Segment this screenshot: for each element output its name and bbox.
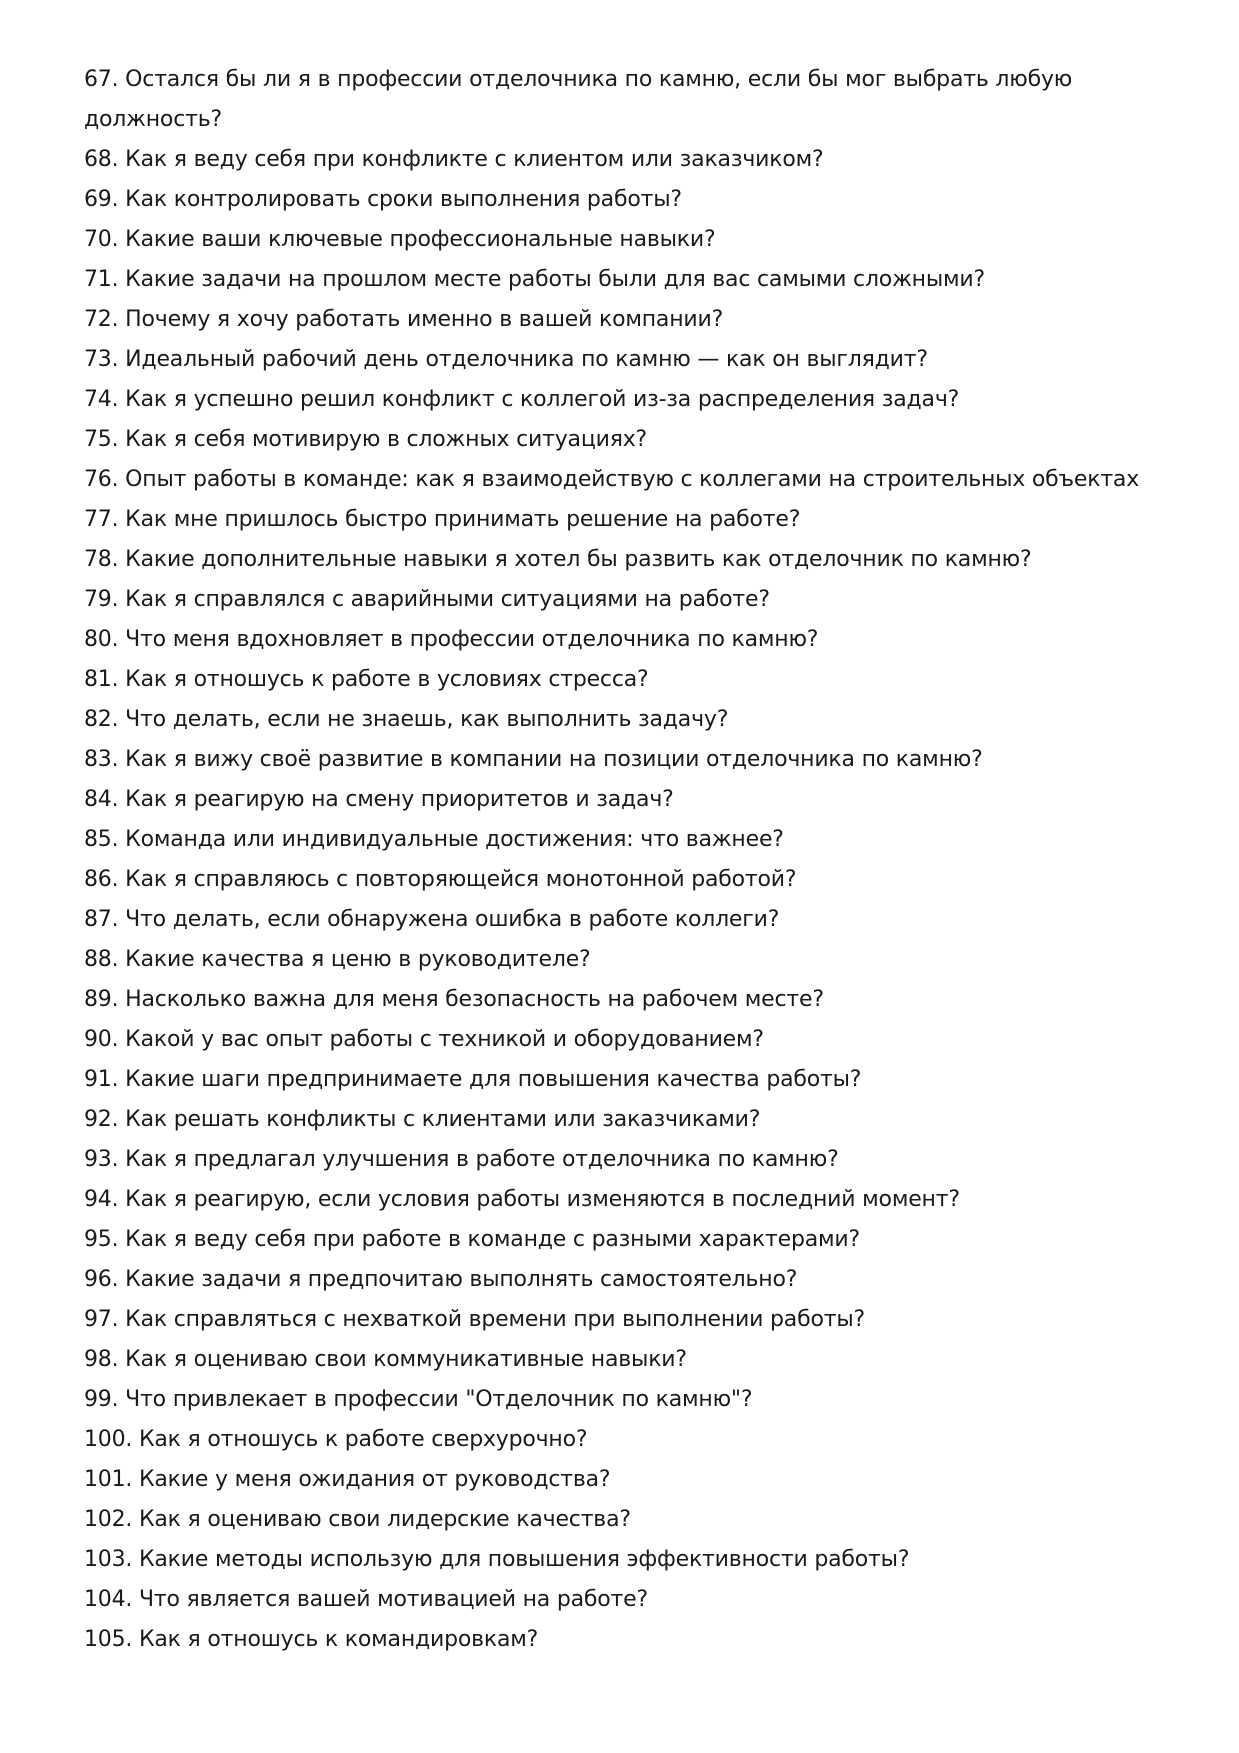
question-item: 91. Какие шаги предпринимаете для повышения качества работы? [84, 1067, 862, 1092]
question-item: 93. Как я предлагал улучшения в работе отделочника по камню? [84, 1147, 839, 1172]
question-item: 97. Как справляться с нехваткой времени при выполнении работы? [84, 1307, 865, 1332]
question-item: 100. Как я отношусь к работе сверхурочно? [84, 1427, 588, 1452]
question-item: 94. Как я реагирую, если условия работы изменяются в последний момент? [84, 1187, 960, 1212]
question-item: 105. Как я отношусь к командировкам? [84, 1627, 539, 1652]
question-item: 77. Как мне пришлось быстро принимать решение на работе? [84, 507, 801, 532]
question-item: 82. Что делать, если не знаешь, как выполнить задачу? [84, 707, 729, 732]
question-item: 70. Какие ваши ключевые профессиональные навыки? [84, 227, 716, 252]
question-item: 81. Как я отношусь к работе в условиях стресса? [84, 667, 649, 692]
question-list [84, 60, 1164, 1660]
question-item: 102. Как я оцениваю свои лидерские качества? [84, 1507, 631, 1532]
question-item: 76. Опыт работы в команде: как я взаимодействую с коллегами на строительных объектах [84, 467, 1140, 492]
question-item: 101. Какие у меня ожидания от руководства? [84, 1467, 611, 1492]
question-item: 84. Как я реагирую на смену приоритетов и задач? [84, 787, 674, 812]
question-item: 87. Что делать, если обнаружена ошибка в работе коллеги? [84, 907, 780, 932]
question-item: 104. Что является вашей мотивацией на работе? [84, 1587, 648, 1612]
question-item: 67. Остался бы ли я в профессии отделочника по камню, если бы мог выбрать любую должность? [84, 67, 1073, 132]
question-item: 72. Почему я хочу работать именно в вашей компании? [84, 307, 724, 332]
question-item: 75. Как я себя мотивирую в сложных ситуациях? [84, 427, 648, 452]
question-item: 103. Какие методы использую для повышения эффективности работы? [84, 1547, 910, 1572]
question-item: 92. Как решать конфликты с клиентами или заказчиками? [84, 1107, 761, 1132]
question-item: 83. Как я вижу своё развитие в компании на позиции отделочника по камню? [84, 747, 983, 772]
question-item: 79. Как я справлялся с аварийными ситуациями на работе? [84, 587, 770, 612]
question-item: 95. Как я веду себя при работе в команде с разными характерами? [84, 1227, 860, 1252]
question-item: 89. Насколько важна для меня безопасность на рабочем месте? [84, 987, 824, 1012]
question-item: 88. Какие качества я ценю в руководителе? [84, 947, 591, 972]
question-item: 69. Как контролировать сроки выполнения работы? [84, 187, 682, 212]
question-item: 71. Какие задачи на прошлом месте работы были для вас самыми сложными? [84, 267, 986, 292]
question-item: 90. Какой у вас опыт работы с техникой и оборудованием? [84, 1027, 764, 1052]
question-item: 78. Какие дополнительные навыки я хотел бы развить как отделочник по камню? [84, 547, 1032, 572]
question-item: 99. Что привлекает в профессии "Отделочник по камню"? [84, 1387, 753, 1412]
question-item: 80. Что меня вдохновляет в профессии отделочника по камню? [84, 627, 819, 652]
question-item: 85. Команда или индивидуальные достижения: что важнее? [84, 827, 784, 852]
question-item: 73. Идеальный рабочий день отделочника по камню — как он выглядит? [84, 347, 928, 372]
question-item: 86. Как я справляюсь с повторяющейся монотонной работой? [84, 867, 797, 892]
question-item: 68. Как я веду себя при конфликте с клиентом или заказчиком? [84, 147, 824, 172]
question-item: 96. Какие задачи я предпочитаю выполнять самостоятельно? [84, 1267, 798, 1292]
question-item: 98. Как я оцениваю свои коммуникативные навыки? [84, 1347, 687, 1372]
question-item: 74. Как я успешно решил конфликт с коллегой из-за распределения задач? [84, 387, 960, 412]
